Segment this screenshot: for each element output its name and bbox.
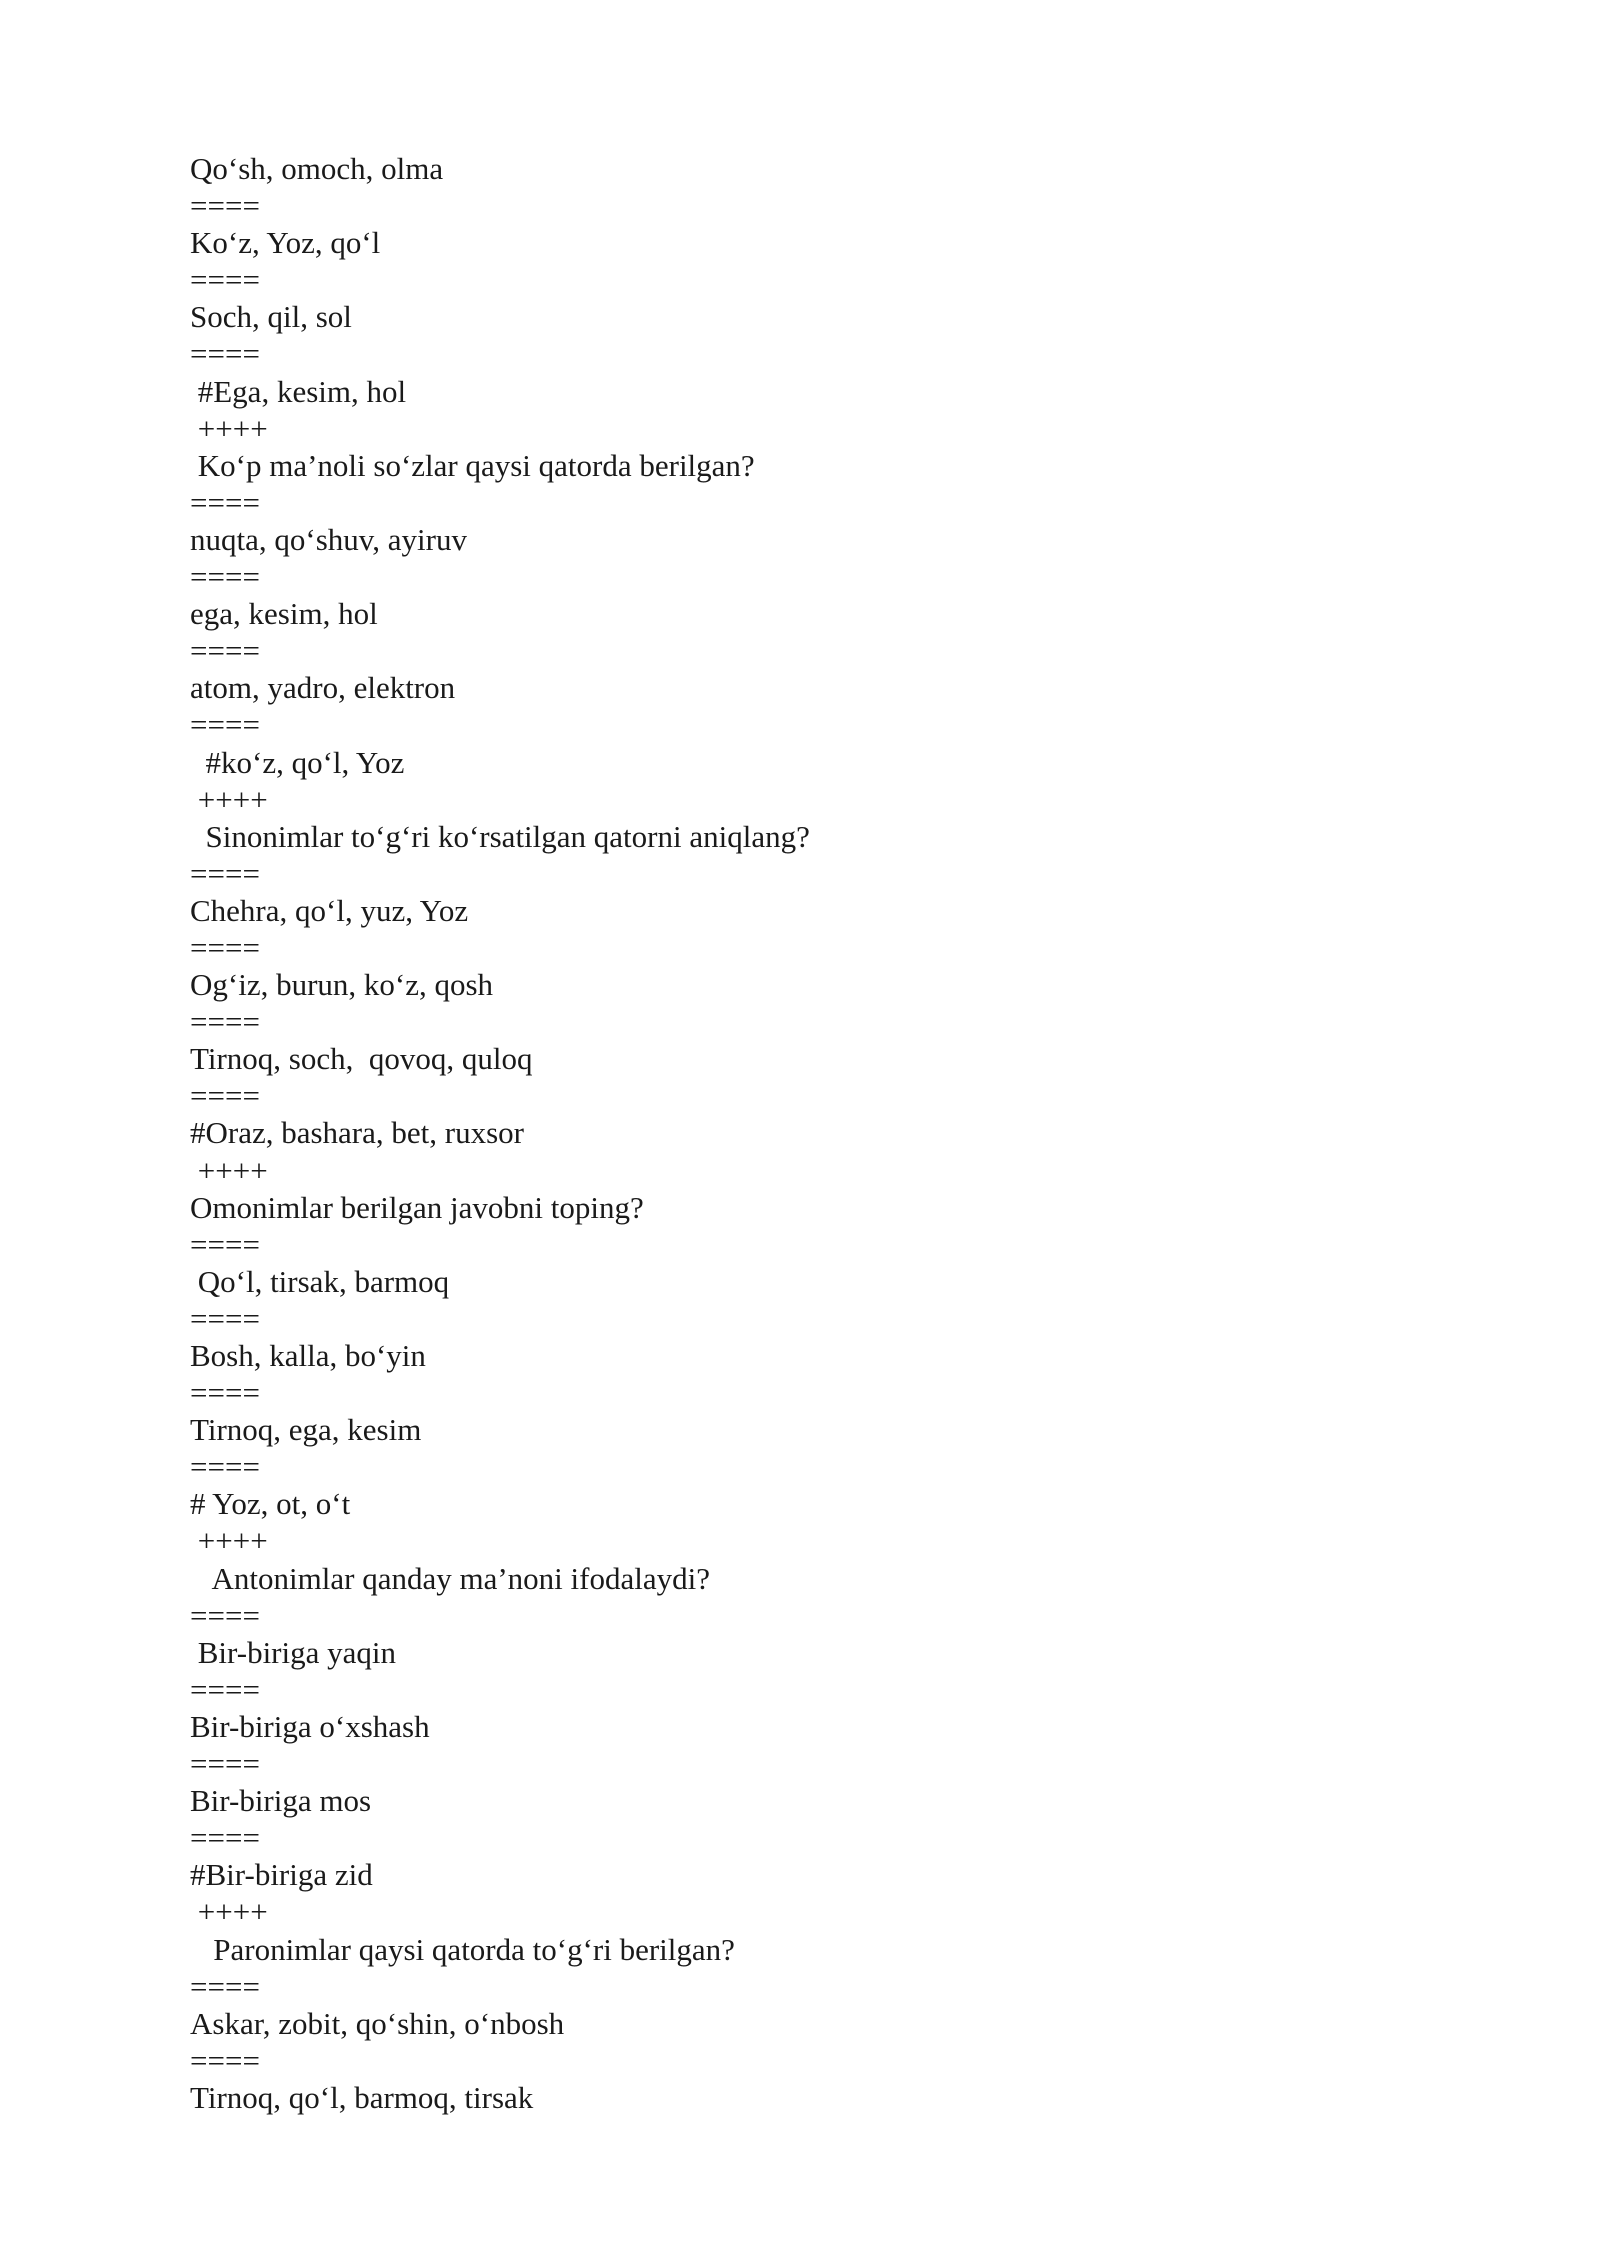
answer-option-line: Askar, zobit, qo‘shin, o‘nbosh: [190, 2005, 565, 2041]
question-separator: ++++: [190, 1523, 268, 1559]
correct-answer-line: # Yoz, ot, o‘t: [190, 1486, 351, 1522]
question-separator: ++++: [190, 1152, 268, 1188]
question-line: Sinonimlar to‘g‘ri ko‘rsatilgan qatorni aniqlang?: [190, 818, 810, 854]
option-separator: ====: [190, 855, 260, 891]
option-separator: ====: [190, 1597, 260, 1633]
answer-option-line: Soch, qil, sol: [190, 299, 352, 335]
option-separator: ====: [190, 1671, 260, 1707]
option-separator: ====: [190, 1004, 260, 1040]
question-line: Omonimlar berilgan javobni toping?: [190, 1189, 644, 1225]
answer-option-line: Bir-biriga mos: [190, 1783, 372, 1819]
option-separator: ====: [190, 1300, 260, 1336]
answer-option-line: nuqta, qo‘shuv, ayiruv: [190, 521, 467, 557]
option-separator: ====: [190, 1746, 260, 1782]
option-separator: ====: [190, 1449, 260, 1485]
correct-answer-line: #ko‘z, qo‘l, Yoz: [190, 744, 405, 780]
question-separator: ++++: [190, 781, 268, 817]
answer-option-line: Chehra, qo‘l, yuz, Yoz: [190, 892, 469, 928]
question-line: Ko‘p ma’noli so‘zlar qaysi qatorda berilgan?: [190, 447, 755, 483]
question-line: Paronimlar qaysi qatorda to‘g‘ri berilgan?: [190, 1931, 735, 1967]
answer-option-line: Qo‘sh, omoch, olma: [190, 151, 444, 186]
option-separator: ====: [190, 188, 260, 224]
option-separator: ====: [190, 633, 260, 669]
correct-answer-line: #Ega, kesim, hol: [190, 373, 407, 409]
answer-option-line: Ko‘z, Yoz, qo‘l: [190, 225, 381, 261]
answer-option-line: Bosh, kalla, bo‘yin: [190, 1338, 426, 1373]
answer-option-line: ega, kesim, hol: [190, 596, 378, 632]
option-separator: ====: [190, 1820, 260, 1856]
option-separator: ====: [190, 929, 260, 965]
answer-option-line: Bir-biriga yaqin: [190, 1634, 396, 1670]
question-separator: ++++: [190, 410, 268, 446]
option-separator: ====: [190, 707, 260, 743]
option-separator: ====: [190, 336, 260, 372]
question-line: Antonimlar qanday ma’noni ifodalaydi?: [190, 1560, 710, 1596]
option-separator: ====: [190, 1226, 260, 1262]
option-separator: ====: [190, 484, 260, 520]
option-separator: ====: [190, 1968, 260, 2004]
answer-option-line: Tirnoq, ega, kesim: [190, 1412, 422, 1448]
correct-answer-line: #Oraz, bashara, bet, ruxsor: [190, 1115, 524, 1151]
document-text-body: [190, 150, 1440, 2116]
option-separator: ====: [190, 1375, 260, 1411]
question-separator: ++++: [190, 1894, 268, 1930]
answer-option-line: Qo‘l, tirsak, barmoq: [190, 1263, 450, 1299]
correct-answer-line: #Bir-biriga zid: [190, 1857, 373, 1893]
option-separator: ====: [190, 1078, 260, 1114]
answer-option-line: Bir-biriga o‘xshash: [190, 1708, 430, 1744]
option-separator: ====: [190, 559, 260, 595]
option-separator: ====: [190, 262, 260, 298]
option-separator: ====: [190, 2042, 260, 2078]
answer-option-line: Og‘iz, burun, ko‘z, qosh: [190, 967, 494, 1003]
answer-option-line: Tirnoq, soch, qovoq, quloq: [190, 1041, 533, 1077]
answer-option-line: Tirnoq, qo‘l, barmoq, tirsak: [190, 2079, 534, 2115]
answer-option-line: atom, yadro, elektron: [190, 670, 456, 706]
